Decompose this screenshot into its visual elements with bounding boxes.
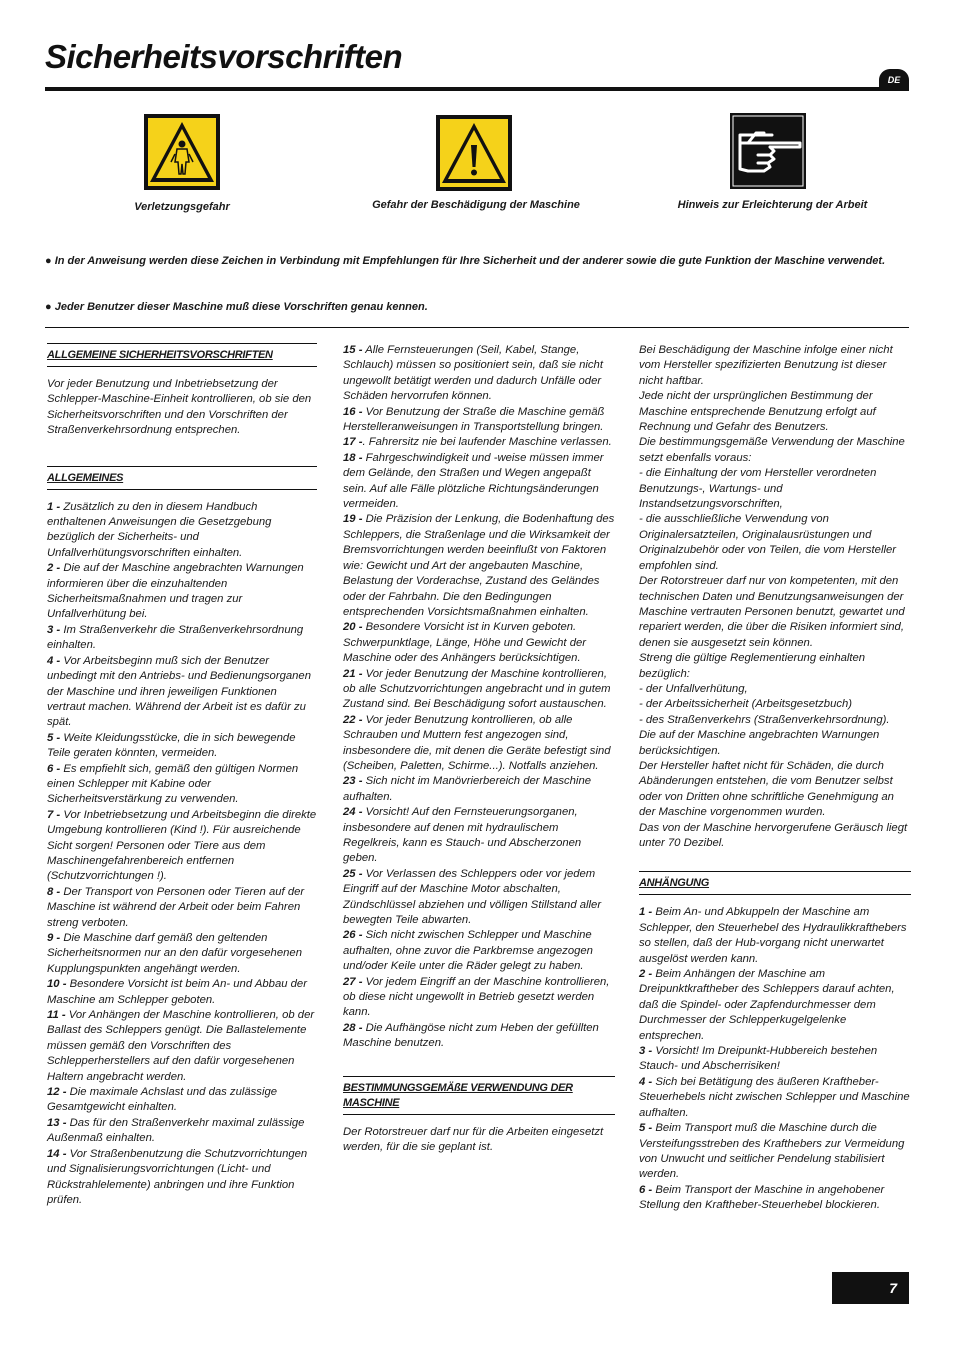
intro-bullet-2: ● Jeder Benutzer dieser Maschine muß diese Vorschriften genau kennen. xyxy=(45,301,428,313)
exclamation-warning-icon xyxy=(436,115,512,191)
page-title: Sicherheitsvorschriften xyxy=(45,38,403,75)
item-text: Alle Fernsteuerungen (Seil, Kabel, Stange, Schlauch) müssen so positioniert sein, daß sie nicht ungewollt betätigt werden und dadurch Unfälle oder Schäden hervorrufen können. xyxy=(343,344,603,403)
item-number: 7 - xyxy=(47,808,61,821)
intended-use-continued-text: Bei Beschädigung der Maschine infolge einer nicht vom Hersteller spezifizierten Benutzung ist dieser nicht haftbar. Jede nicht der ursprünglichen Bestimmung der Maschine entsprechende Benutzung erfolgt auf Rechnung und Gefahr des Benutzers. Die bestimmungsgemäße Verwendung der Maschine setzt ebenfalls voraus: - die Einhaltung der vom Hersteller verordneten Benutzungs-, Wartungs- und Instandsetzungsvorschriften, - die ausschließliche Verwendung von Originalersatzteilen, Originalausrüstungen und Originalzubehör oder von Teilen, die vom Hersteller empfohlen sind. Der Rotorstreuer darf nur von kompetenten, mit den technischen Daten und Benutzungsanweisungen der Maschine vertrauten Personen benutzt, gewartet und repariert werden, die über die Risiken informiert sind, denen sie ausgesetzt sein können. Streng die gültige Reglementierung einhalten bezüglich: - der Unfallverhütung, - der Arbeitssicherheit (Arbeitsgesetzbuch) - des Straßenverkehrs (Straßenverkehrsordnung). Die auf der Maschine angebrachten Warnungen berücksichtigen. Der Hersteller haftet nicht für Schäden, die durch Abänderungen entstehen, die vom Benutzer selbst oder von Dritten ohne schriftliche Genehmigung an der Maschine vorgenommen wurden. Das von der Maschine hervorgerufene Geräusch liegt unter 70 Dezibel. xyxy=(639,344,908,849)
title-rule xyxy=(45,87,909,91)
list-item xyxy=(639,905,911,967)
list-item xyxy=(343,405,615,436)
intended-use-text: Der Rotorstreuer darf nur für die Arbeiten eingesetzt werden, für die sie geplant ist. xyxy=(343,1125,604,1154)
item-text: Die auf der Maschine angebrachten Warnungen informieren über die einzuhaltenden Sicherheitsmaßnahmen und tragen zur Unfallverhütung bei. xyxy=(47,562,304,621)
item-text: Es empfiehlt sich, gemäß den gültigen Normen einen Schlepper mit Kabine oder Sicherheitsverstärkung zu verwenden. xyxy=(47,762,299,806)
item-text: Vor jeder Benutzung der Maschine kontrollieren, ob alle Schutzvorrichtungen angebracht und in gutem Zustand sind. Bei Beschädigung sofort austauschen. xyxy=(343,667,611,711)
list-item xyxy=(639,1121,911,1183)
icon-label-work-hint: Hinweis zur Erleichterung der Arbeit xyxy=(677,199,868,211)
hitching-items-list xyxy=(639,905,911,1213)
item-number: 2 - xyxy=(639,968,653,981)
safety-items-list xyxy=(343,343,615,1052)
item-text: Vor Verlassen des Schleppers oder vor jedem Eingriff auf der Maschine Motor abschalten, Zündschlüssel abziehen und völligen Stillstand aller bewegten Teile abwarten. xyxy=(343,867,602,927)
list-item xyxy=(47,1008,317,1085)
list-item xyxy=(47,1116,317,1147)
item-text: Die Maschine darf gemäß den geltenden Sicherheitsnormen nur an den dafür vorgesehenen Kupplungspunkten angehängt werden. xyxy=(47,932,302,975)
column-2 xyxy=(343,343,615,1156)
item-text: Im Straßenverkehr die Straßenverkehrsordnung einhalten. xyxy=(47,623,304,652)
column-1 xyxy=(47,343,317,1208)
item-text: Die Präzision der Lenkung, die Bodenhaftung des Schleppers, die Straßenlage und die Wirksamkeit der Bremsvorrichtungen werden beeinflußt von Faktoren wie: Gewicht und Art der angebauten Maschine, Belastung der Vorderachse, Zustand des Geländes oder der Fahrbahn. Die den Bedingungen entsprechenden Vorsichtsmaßnahmen einhalten. xyxy=(343,513,615,618)
item-text: Besondere Vorsicht ist beim An- und Abbau der Maschine am Schlepper geboten. xyxy=(47,978,307,1006)
list-item xyxy=(343,975,615,1021)
item-number: 6 - xyxy=(639,1183,653,1196)
item-number: 5 - xyxy=(639,1122,653,1135)
item-text: Sich nicht im Manövrierbereich der Maschine aufhalten. xyxy=(343,775,592,803)
item-number: 3 - xyxy=(47,623,61,636)
item-text: Vorsicht! Im Dreipunkt-Hubbereich bestehen Stauch- und Abscherrisiken! xyxy=(639,1045,878,1073)
item-number: 23 - xyxy=(343,775,363,788)
item-text: Vor Arbeitsbeginn muß sich der Benutzer unbedingt mit den Antriebs- und Bedienungsorganen der Maschine und ihren jeweiligen Funktionen vertraut machen. Während der Arbeit ist es dafür zu spät. xyxy=(47,654,311,729)
intro-bullet-1: ● In der Anweisung werden diese Zeichen in Verbindung mit Empfehlungen für Ihre Sicherheit und der anderer sowie die gute Funktion der Maschine verwendet. xyxy=(45,255,886,267)
list-item xyxy=(47,762,317,808)
general-safety-text: Vor jeder Benutzung und Inbetriebsetzung der Schlepper-Maschine-Einheit kontrollieren, ob sie den Sicherheitsvorschriften und den Vorschriften der Straßenverkehrsordnung entsprechen. xyxy=(47,378,312,437)
item-number: 6 - xyxy=(47,762,61,775)
item-text: Vorsicht! Auf den Fernsteuerungsorganen, insbesondere auf denen mit hydraulischem Regelkreis, kann es Stauch- und Abscherzonen geben. xyxy=(343,806,582,865)
list-item xyxy=(343,620,615,666)
list-item xyxy=(343,512,615,620)
list-item xyxy=(47,561,317,623)
list-item xyxy=(47,1085,317,1116)
item-number: 8 - xyxy=(47,885,61,898)
item-number: 26 - xyxy=(343,929,363,942)
item-number: 1 - xyxy=(47,500,61,513)
injury-warning-icon xyxy=(144,114,220,190)
section-heading-intended-use: BESTIMMUNGSGEMÄßE VERWENDUNG DER MASCHINE xyxy=(343,1076,615,1115)
item-number: 28 - xyxy=(343,1021,363,1034)
list-item xyxy=(343,435,615,450)
item-number: 25 - xyxy=(343,867,363,880)
item-text: Beim Transport muß die Maschine durch die Versteifungsstreben des Krafthebers zur Vermeidung von Unwucht und seitlicher Pendelung stabilisiert werden. xyxy=(639,1122,905,1181)
item-number: 14 - xyxy=(47,1147,67,1160)
item-number: 3 - xyxy=(639,1045,653,1058)
list-item xyxy=(343,343,615,405)
item-text: Weite Kleidungsstücke, die in sich bewegende Teile geraten könnten, vermeiden. xyxy=(47,731,296,760)
item-number: 10 - xyxy=(47,978,67,991)
item-text: Vor Benutzung der Straße die Maschine gemäß Herstelleranweisungen in Transportstellung bringen. xyxy=(343,405,605,434)
icon-label-injury: Verletzungsgefahr xyxy=(134,201,230,213)
item-text: Sich bei Betätigung des äußeren Kraftheber-Steuerhebels nicht zwischen Schlepper und Maschine aufhalten. xyxy=(639,1075,910,1119)
section-heading-hitching: ANHÄNGUNG xyxy=(639,871,911,895)
item-number: 18 - xyxy=(343,451,363,464)
item-number: 20 - xyxy=(343,621,363,634)
item-text: Vor jedem Eingriff an der Maschine kontrollieren, ob diese nicht ungewollt in Betrieb gesetzt werden kann. xyxy=(343,975,610,1019)
list-item xyxy=(47,623,317,654)
list-item xyxy=(639,967,911,1044)
item-text: Fahrgeschwindigkeit und -weise müssen immer dem Gelände, den Straßen und Wegen angepaßt sein. Auf alle Fälle plötzliche Richtungsänderungen vermeiden. xyxy=(343,451,604,511)
item-number: 4 - xyxy=(47,654,61,667)
item-text: Vor Straßenbenutzung die Schutzvorrichtungen und Signalisierungsvorrichtungen (Licht- und Rückstrahlelemente) anbringen und ihre Funktion prüfen. xyxy=(47,1147,308,1206)
item-text: Das für den Straßenverkehr maximal zulässige Außenmaß einhalten. xyxy=(47,1116,305,1145)
list-item xyxy=(47,977,317,1008)
item-text: Beim Transport der Maschine in angehobener Stellung den Kraftheber-Steuerhebel blockieren. xyxy=(639,1183,885,1212)
item-number: 19 - xyxy=(343,513,363,526)
item-number: 15 - xyxy=(343,344,363,356)
item-number: 24 - xyxy=(343,806,363,819)
item-number: 4 - xyxy=(639,1075,653,1088)
icon-label-machine-damage: Gefahr der Beschädigung der Maschine xyxy=(372,199,580,211)
list-item xyxy=(343,928,615,974)
list-item xyxy=(47,1147,317,1209)
item-number: 2 - xyxy=(47,562,61,575)
item-number: 17 - xyxy=(343,436,363,449)
item-number: 5 - xyxy=(47,731,61,744)
item-text: . Fahrersitz nie bei laufender Maschine verlassen. xyxy=(362,436,612,449)
list-item xyxy=(47,808,317,885)
list-item xyxy=(343,774,615,805)
item-text: Die maximale Achslast und das zulässige Gesamtgewicht einhalten. xyxy=(47,1086,278,1114)
item-number: 12 - xyxy=(47,1086,67,1099)
item-number: 16 - xyxy=(343,405,363,418)
list-item xyxy=(343,451,615,513)
list-item xyxy=(47,500,317,562)
column-3 xyxy=(639,343,911,1214)
item-text: Zusätzlich zu den in diesem Handbuch enthaltenen Anweisungen die Gesetzgebung bezüglich der Sicherheits- und Unfallverhütungsvorschriften einhalten. xyxy=(47,500,272,559)
item-text: Vor jeder Benutzung kontrollieren, ob alle Schrauben und Muttern fest angezogen sind, insbesondere die, mit denen die Geräte befestigt sind (Scheiben, Paletten, Schirme...). Notfalls anziehen. xyxy=(343,713,611,772)
list-item xyxy=(343,805,615,867)
list-item xyxy=(639,1044,911,1075)
list-item xyxy=(639,1075,911,1121)
item-text: Die Aufhängöse nicht zum Heben der gefüllten Maschine benutzen. xyxy=(343,1021,599,1050)
list-item xyxy=(343,867,615,929)
item-number: 21 - xyxy=(343,667,363,680)
item-text: Sich nicht zwischen Schlepper und Maschine aufhalten, ohne zuvor die Parkbremse angezogen und/oder Keile unter die Räder gelegt zu haben. xyxy=(343,929,593,973)
item-text: Besondere Vorsicht ist in Kurven geboten. Schwerpunktlage, Länge, Höhe und Gewicht der Maschine oder des Anhängers berücksichtigen. xyxy=(343,621,587,665)
page-number: 7 xyxy=(832,1272,909,1304)
item-number: 11 - xyxy=(47,1009,66,1022)
list-item xyxy=(343,1021,615,1052)
item-number: 22 - xyxy=(343,713,363,726)
list-item xyxy=(639,1183,911,1214)
list-item xyxy=(47,654,317,731)
list-item xyxy=(47,731,317,762)
item-number: 1 - xyxy=(639,906,653,919)
item-text: Beim Anhängen der Maschine am Dreipunktkraftheber des Schleppers darauf achten, daß die Spindel- oder Zapfendurchmesser dem Durchmesser der Schlepperkugelgelenke entsprechen. xyxy=(639,968,895,1042)
general-items-list xyxy=(47,500,317,1209)
language-badge: DE xyxy=(879,69,909,91)
item-number: 13 - xyxy=(47,1116,67,1129)
section-heading-general: ALLGEMEINES xyxy=(47,466,317,490)
item-number: 9 - xyxy=(47,932,61,944)
item-text: Vor Inbetriebsetzung und Arbeitsbeginn die direkte Umgebung kontrollieren (Kind !). Für ausreichende Sicht sorgen! Personen oder Tiere aus dem Maschinengefahrenbereich entfernen (Schutzvorrichtungen !). xyxy=(47,808,317,883)
section-divider xyxy=(45,327,909,328)
list-item xyxy=(343,667,615,713)
item-text: Beim An- und Abkuppeln der Maschine am Schlepper, den Steuerhebel des Hydraulikkrafthebers so stellen, daß der Hub-vorgang nicht unerwartet ausgelöst werden kann. xyxy=(639,906,907,965)
section-heading-general-safety: ALLGEMEINE SICHERHEITSVORSCHRIFTEN xyxy=(47,343,317,367)
list-item xyxy=(47,931,317,977)
item-number: 27 - xyxy=(343,975,363,988)
pointing-hand-icon xyxy=(730,113,806,189)
list-item xyxy=(47,885,317,931)
item-text: Der Transport von Personen oder Tieren auf der Maschine ist während der Arbeit oder beim Fahren streng verboten. xyxy=(47,885,305,929)
list-item xyxy=(343,713,615,775)
item-text: Vor Anhängen der Maschine kontrollieren, ob der Ballast des Schleppers genügt. Die Ballastelemente müssen gemäß den Vorschriften des Schlepperherstellers auf den dafür vorgesehenen Haltern angebracht werden. xyxy=(47,1009,315,1083)
